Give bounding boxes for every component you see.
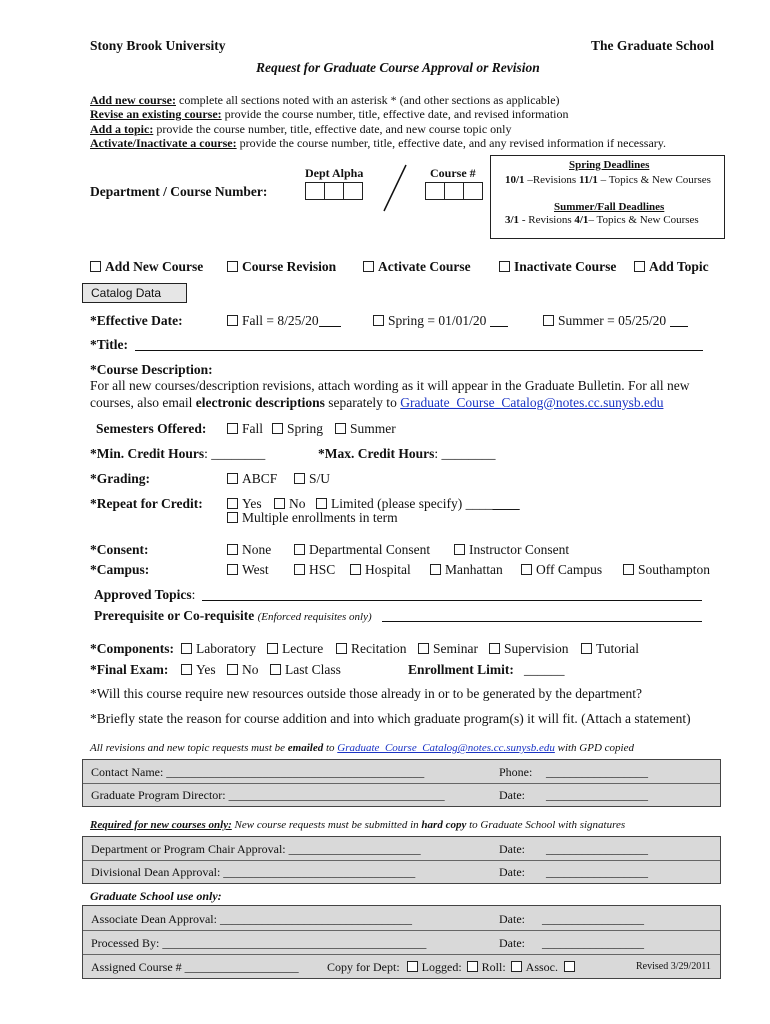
revision-note: All revisions and new topic requests must be emailed to Graduate_Course_Catalog@notes.cc.sunysb.edu with GPD copied bbox=[90, 742, 634, 754]
grad-use-box bbox=[82, 905, 721, 979]
instruction-add-topic: Add a topic: provide the course number, title, effective date, and new course topic only bbox=[90, 122, 512, 136]
checkbox-icon bbox=[227, 261, 238, 272]
chair-approval-field[interactable]: Department or Program Chair Approval: ______________________ bbox=[91, 842, 421, 856]
course-number-boxes[interactable] bbox=[425, 182, 483, 200]
checkbox-icon bbox=[270, 664, 281, 675]
course-number-label: Department / Course Number: bbox=[90, 184, 268, 199]
dean-date-label: Date: bbox=[499, 865, 525, 879]
checkbox-icon bbox=[274, 498, 285, 509]
checkbox-icon bbox=[581, 643, 592, 654]
checkbox-icon bbox=[418, 643, 429, 654]
grading-su[interactable]: S/U bbox=[294, 471, 330, 487]
campus-west[interactable]: West bbox=[227, 562, 269, 578]
revision-email-link[interactable]: Graduate_Course_Catalog@notes.cc.sunysb.edu bbox=[337, 742, 555, 754]
checkbox-icon[interactable] bbox=[564, 961, 575, 972]
checkbox-icon[interactable] bbox=[511, 961, 522, 972]
form-title: Request for Graduate Course Approval or Revision bbox=[256, 60, 540, 75]
assigned-course-field[interactable]: Assigned Course # ___________________ bbox=[91, 960, 299, 974]
checkbox-icon bbox=[294, 564, 305, 575]
consent-none[interactable]: None bbox=[227, 542, 271, 558]
option-add-topic[interactable]: Add Topic bbox=[634, 259, 709, 275]
checkbox-icon bbox=[634, 261, 645, 272]
campus-label: *Campus: bbox=[90, 562, 150, 577]
approved-topics-label: Approved Topics: bbox=[94, 587, 196, 602]
gpd-date-field[interactable]: _________________ bbox=[546, 788, 648, 802]
chair-date-field[interactable]: _________________ bbox=[546, 842, 648, 856]
repeat-label: *Repeat for Credit: bbox=[90, 496, 203, 511]
title-label: *Title: bbox=[90, 337, 128, 352]
prereq-field[interactable] bbox=[382, 609, 702, 622]
consent-label: *Consent: bbox=[90, 542, 149, 557]
campus-off-campus[interactable]: Off Campus bbox=[521, 562, 602, 578]
checkbox-icon bbox=[227, 423, 238, 434]
max-credit-hours[interactable]: *Max. Credit Hours: ________ bbox=[318, 446, 496, 461]
checkbox-icon bbox=[294, 473, 305, 484]
assoc-dean-date-field[interactable]: _________________ bbox=[542, 912, 644, 926]
checkbox-icon bbox=[499, 261, 510, 272]
option-course-revision[interactable]: Course Revision bbox=[227, 259, 336, 275]
component-seminar[interactable]: Seminar bbox=[418, 641, 478, 657]
checkbox-icon bbox=[181, 664, 192, 675]
campus-hospital[interactable]: Hospital bbox=[350, 562, 411, 578]
semester-summer[interactable]: Summer bbox=[335, 421, 396, 437]
assoc-dean-approval-field[interactable]: Associate Dean Approval: ________________________________ bbox=[91, 912, 412, 926]
checkbox-icon bbox=[373, 315, 384, 326]
checkbox-icon bbox=[267, 643, 278, 654]
final-exam-label: *Final Exam: bbox=[90, 662, 169, 677]
checkbox-icon bbox=[227, 664, 238, 675]
processed-by-field[interactable]: Processed By: ____________________________________________ bbox=[91, 936, 427, 950]
deadlines-box bbox=[490, 155, 725, 239]
enrollment-limit[interactable]: Enrollment Limit: ______ bbox=[408, 662, 565, 677]
checkbox-icon bbox=[623, 564, 634, 575]
phone-label: Phone: bbox=[499, 765, 533, 779]
catalog-email-link[interactable]: Graduate_Course_Catalog@notes.cc.sunysb.edu bbox=[400, 395, 664, 410]
effective-date-label: *Effective Date: bbox=[90, 313, 183, 328]
school-name: The Graduate School bbox=[590, 38, 714, 53]
checkbox-icon bbox=[90, 261, 101, 272]
slash-divider bbox=[380, 163, 410, 213]
effective-date-fall[interactable]: Fall = 8/25/20 bbox=[227, 313, 341, 329]
course-description-line1: For all new courses/description revisions, attach wording as it will appear in the Graduate Bulletin. For all new bbox=[90, 378, 690, 393]
revised-date: Revised 3/29/2011 bbox=[636, 961, 711, 972]
approval-box bbox=[82, 836, 721, 884]
checkbox-icon bbox=[543, 315, 554, 326]
component-recitation[interactable]: Recitation bbox=[336, 641, 406, 657]
option-activate-course[interactable]: Activate Course bbox=[363, 259, 471, 275]
phone-field[interactable]: _________________ bbox=[546, 765, 648, 779]
prereq-label: Prerequisite or Co-requisite (Enforced requisites only) bbox=[94, 608, 372, 623]
repeat-yes[interactable]: Yes bbox=[227, 496, 262, 512]
checkbox-icon bbox=[272, 423, 283, 434]
campus-southampton[interactable]: Southampton bbox=[623, 562, 710, 578]
course-description-label: *Course Description: bbox=[90, 362, 213, 377]
semester-spring[interactable]: Spring bbox=[272, 421, 323, 437]
checkbox-icon bbox=[454, 544, 465, 555]
grading-label: *Grading: bbox=[90, 471, 151, 486]
checkbox-icon bbox=[336, 643, 347, 654]
checkbox-icon bbox=[363, 261, 374, 272]
checkbox-icon bbox=[335, 423, 346, 434]
effective-date-summer[interactable]: Summer = 05/25/20 bbox=[543, 313, 688, 329]
chair-date-label: Date: bbox=[499, 842, 525, 856]
processed-date-field[interactable]: _________________ bbox=[542, 936, 644, 950]
checkbox-icon bbox=[350, 564, 361, 575]
semester-fall[interactable]: Fall bbox=[227, 421, 263, 437]
consent-instructor[interactable]: Instructor Consent bbox=[454, 542, 569, 558]
option-inactivate-course[interactable]: Inactivate Course bbox=[499, 259, 616, 275]
contact-name-field[interactable]: Contact Name: ___________________________________________ bbox=[91, 765, 425, 779]
question-resources: *Will this course require new resources outside those already in or to be generated by the department? bbox=[90, 686, 643, 701]
new-courses-note: Required for new courses only: New course requests must be submitted in hard copy to Graduate School with signatures bbox=[90, 819, 626, 831]
component-tutorial[interactable]: Tutorial bbox=[581, 641, 639, 657]
checkbox-icon bbox=[227, 498, 238, 509]
grading-abcf[interactable]: ABCF bbox=[227, 471, 277, 487]
instruction-activate: Activate/Inactivate a course: provide the course number, title, effective date, and any revised information if necessary. bbox=[90, 136, 666, 150]
final-exam-yes[interactable]: Yes bbox=[181, 662, 216, 678]
checkbox-icon bbox=[227, 544, 238, 555]
dean-approval-field[interactable]: Divisional Dean Approval: ________________________________ bbox=[91, 865, 416, 879]
repeat-multiple[interactable]: Multiple enrollments in term bbox=[227, 510, 398, 526]
grad-use-title: Graduate School use only: bbox=[90, 889, 222, 903]
university-name: Stony Brook University bbox=[90, 38, 226, 53]
summer-deadlines-title: Summer/Fall Deadlines bbox=[554, 201, 665, 213]
checkbox-icon bbox=[227, 473, 238, 484]
spring-deadlines-text: 10/1 –Revisions 11/1 – Topics & New Courses bbox=[505, 174, 711, 186]
checkbox-icon bbox=[316, 498, 327, 509]
question-reason: *Briefly state the reason for course addition and into which graduate program(s) it will fit. (Attach a statement) bbox=[90, 711, 691, 726]
checkbox-icon bbox=[521, 564, 532, 575]
campus-hsc[interactable]: HSC bbox=[294, 562, 335, 578]
gpd-field[interactable]: Graduate Program Director: ____________________________________ bbox=[91, 788, 445, 802]
component-laboratory[interactable]: Laboratory bbox=[181, 641, 256, 657]
repeat-limited[interactable]: Limited (please specify) ________ bbox=[316, 496, 520, 512]
dept-alpha-boxes[interactable] bbox=[305, 182, 363, 200]
repeat-no[interactable]: No bbox=[274, 496, 306, 512]
checkbox-icon[interactable] bbox=[407, 961, 418, 972]
instruction-revise: Revise an existing course: provide the course number, title, effective date, and revised information bbox=[90, 107, 569, 121]
component-supervision[interactable]: Supervision bbox=[489, 641, 569, 657]
checkbox-icon bbox=[294, 544, 305, 555]
option-add-new-course[interactable]: Add New Course bbox=[90, 259, 203, 275]
campus-manhattan[interactable]: Manhattan bbox=[430, 562, 503, 578]
course-number-title-label: Course # bbox=[430, 166, 476, 180]
instruction-add-new: Add new course: complete all sections noted with an asterisk * (and other sections as applicable) bbox=[90, 93, 560, 107]
min-credit-hours[interactable]: *Min. Credit Hours: ________ bbox=[90, 446, 266, 461]
checkbox-icon bbox=[489, 643, 500, 654]
dept-alpha-label: Dept Alpha bbox=[305, 166, 364, 180]
gpd-date-label: Date: bbox=[499, 788, 525, 802]
checkbox-icon bbox=[430, 564, 441, 575]
checkbox-icon bbox=[227, 512, 238, 523]
title-field[interactable] bbox=[135, 338, 703, 351]
checkbox-icon bbox=[227, 315, 238, 326]
consent-departmental[interactable]: Departmental Consent bbox=[294, 542, 430, 558]
components-label: *Components: bbox=[90, 641, 175, 656]
spring-deadlines-title: Spring Deadlines bbox=[569, 159, 650, 171]
checkbox-icon bbox=[181, 643, 192, 654]
summer-deadlines-text: 3/1 - Revisions 4/1– Topics & New Courses bbox=[505, 214, 699, 226]
copy-for-dept: Copy for Dept: Logged: Roll: Assoc. bbox=[327, 960, 579, 975]
approved-topics-field[interactable] bbox=[202, 588, 702, 601]
catalog-data-tab[interactable]: Catalog Data bbox=[82, 283, 187, 303]
final-exam-last-class[interactable]: Last Class bbox=[270, 662, 341, 678]
dean-date-field[interactable]: _________________ bbox=[546, 865, 648, 879]
semesters-label: Semesters Offered: bbox=[96, 421, 207, 436]
effective-date-spring[interactable]: Spring = 01/01/20 bbox=[373, 313, 508, 329]
contact-box bbox=[82, 759, 721, 807]
course-description-line2: courses, also email electronic descriptions separately to Graduate_Course_Catalog@notes.cc.sunysb.edu bbox=[90, 395, 664, 410]
assoc-dean-date-label: Date: bbox=[499, 912, 525, 926]
checkbox-icon bbox=[227, 564, 238, 575]
processed-date-label: Date: bbox=[499, 936, 525, 950]
component-lecture[interactable]: Lecture bbox=[267, 641, 323, 657]
checkbox-icon[interactable] bbox=[467, 961, 478, 972]
final-exam-no[interactable]: No bbox=[227, 662, 259, 678]
